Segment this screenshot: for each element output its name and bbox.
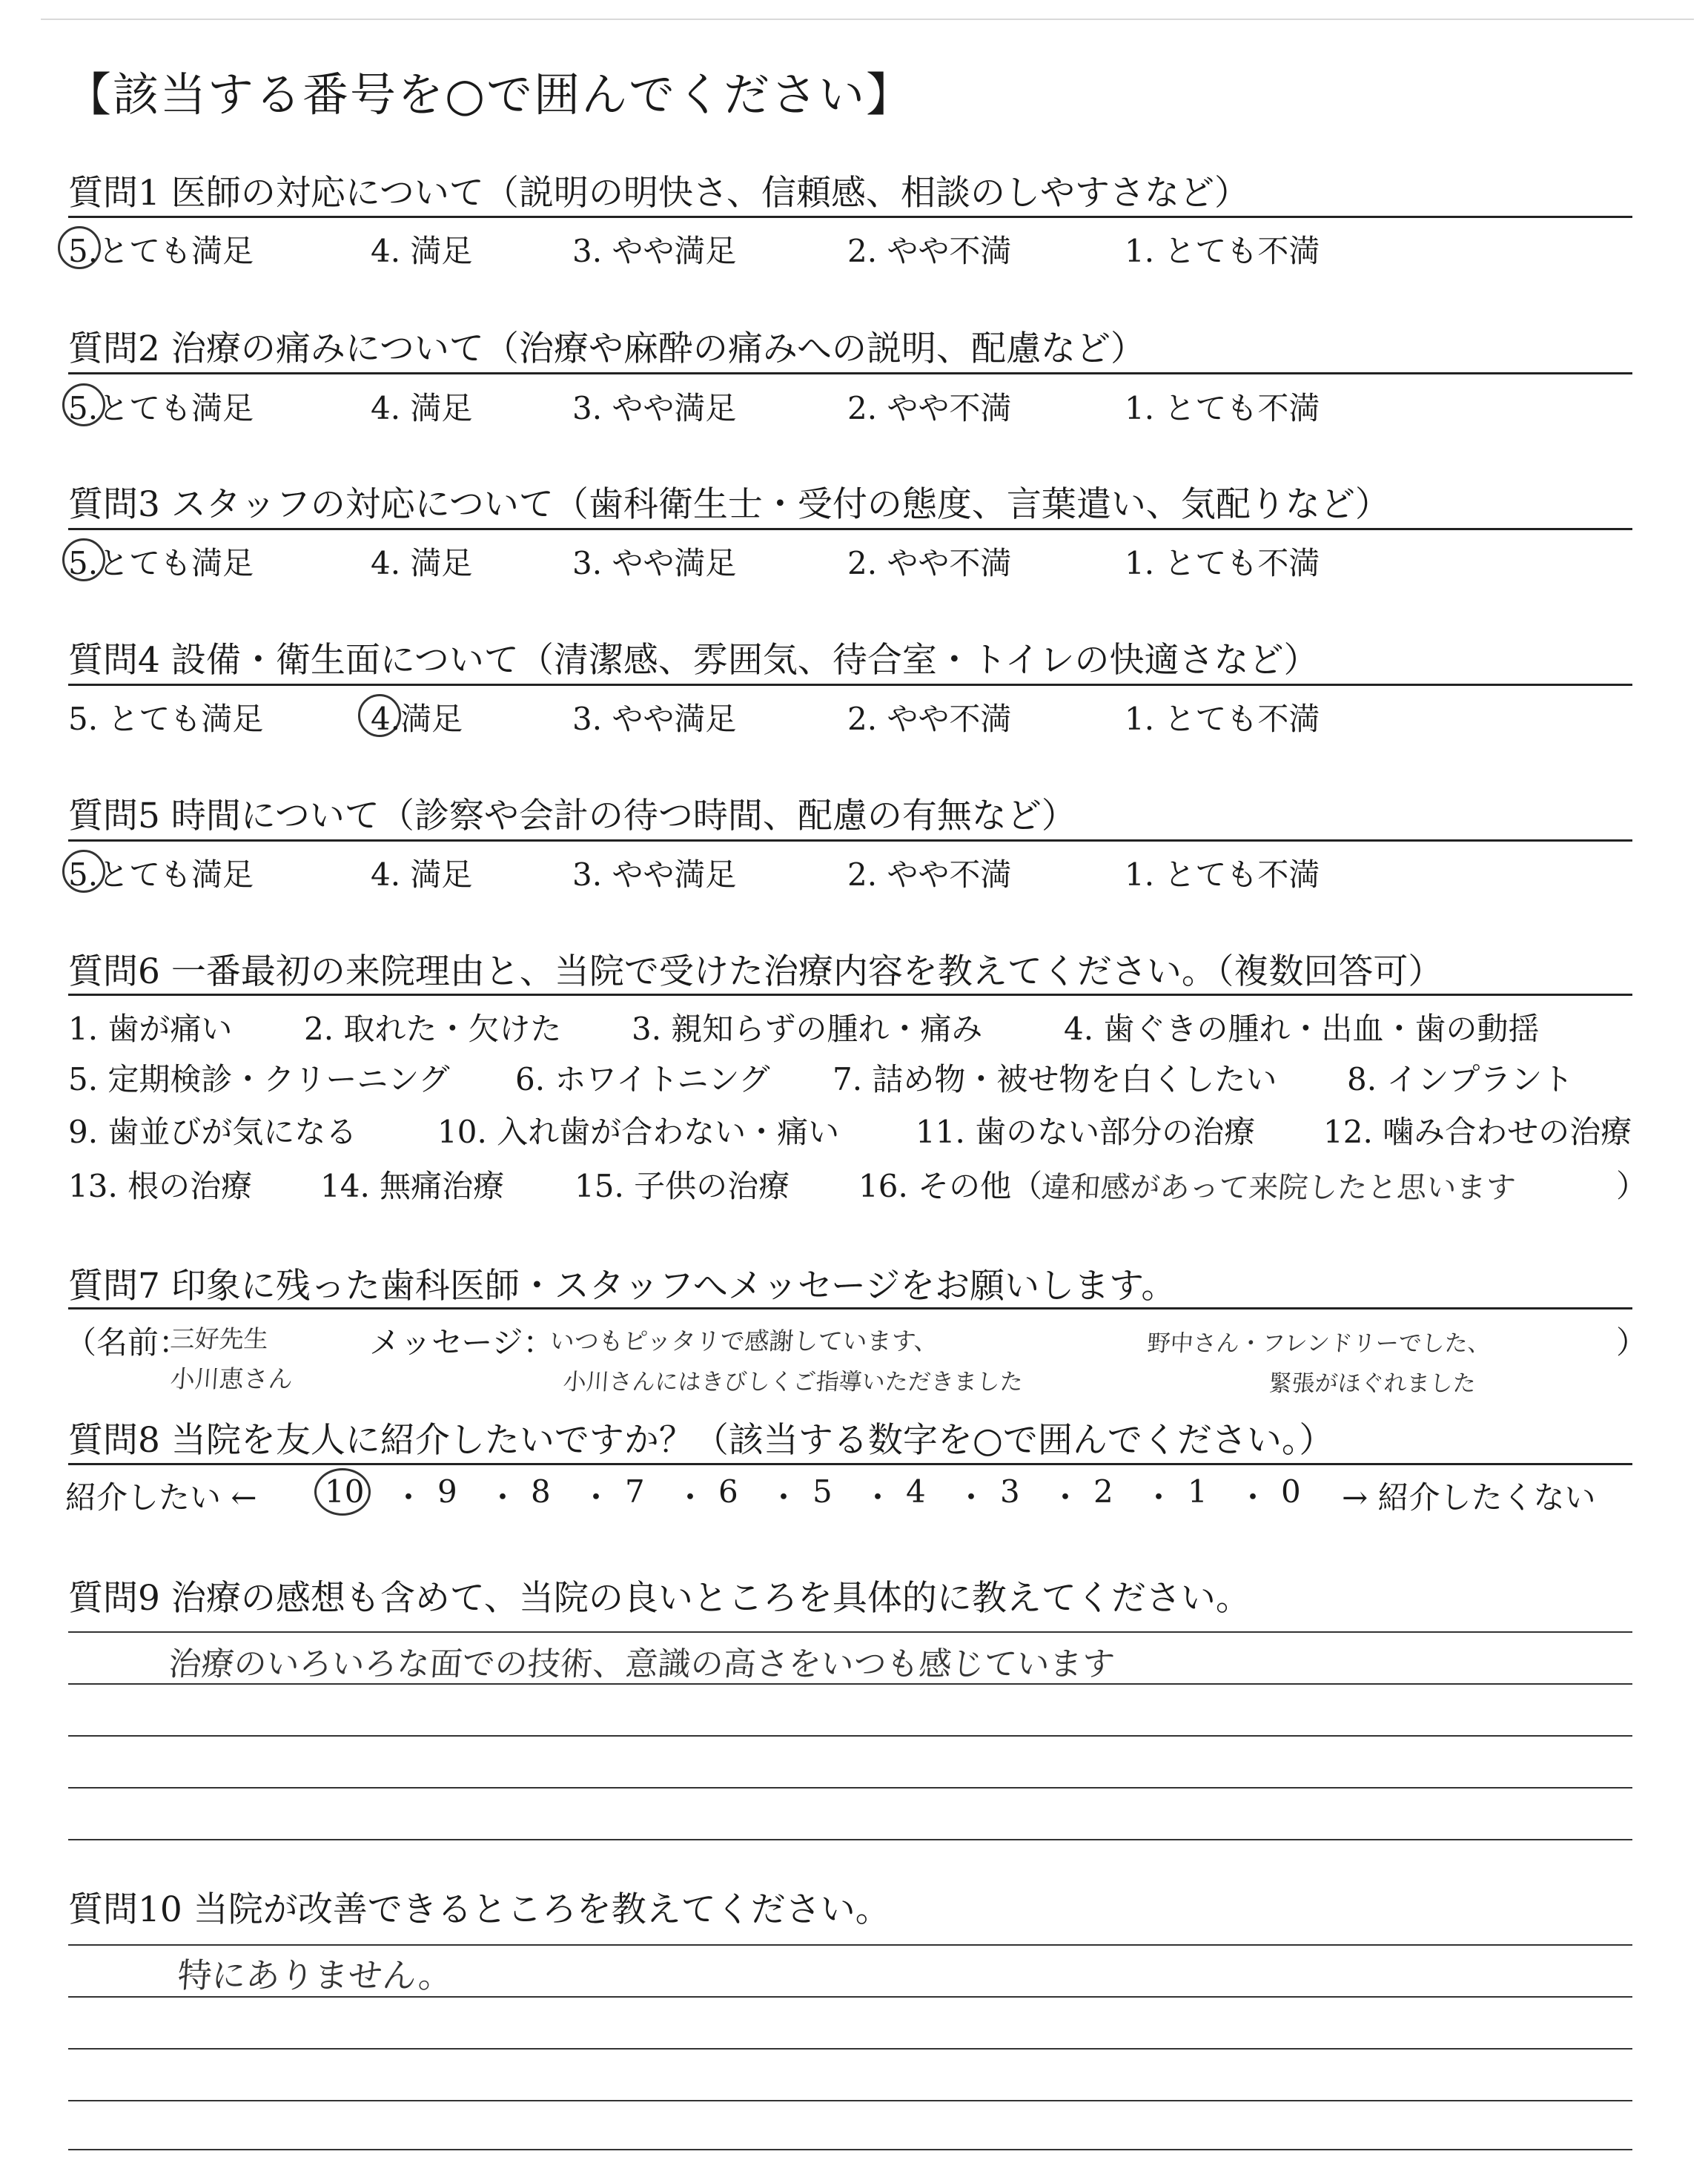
q8-scale-2[interactable]: 2 (1093, 1473, 1113, 1510)
q1-label: 質問1 医師の対応について（説明の明快さ、信頼感、相談のしやすさなど） (68, 173, 1250, 214)
q8-scale-sep: ・ (768, 1479, 800, 1516)
q8-scale-1[interactable]: 1 (1188, 1473, 1208, 1510)
q6-item-6[interactable]: 6. ホワイトニング (515, 1061, 770, 1097)
q9-line-3 (68, 1735, 1632, 1737)
q2-option-5[interactable]: 5.とても満足 (68, 390, 254, 426)
q6-item-10[interactable]: 10. 入れ歯が合わない・痛い (437, 1114, 840, 1150)
q6-item-5[interactable]: 5. 定期検診・クリーニング (68, 1061, 450, 1097)
q8-scale-sep: ・ (675, 1479, 706, 1516)
q4-option-1[interactable]: 1. とても不満 (1125, 701, 1320, 737)
q2-option-3[interactable]: 3. やや満足 (572, 390, 737, 426)
q3-rule (68, 528, 1632, 530)
q8-scale-7[interactable]: 7 (625, 1473, 645, 1510)
q6-rule (68, 994, 1632, 996)
q4-option-2[interactable]: 2. やや不満 (847, 701, 1012, 737)
q5-option-5[interactable]: 5.とても満足 (68, 856, 254, 893)
q10-line-4 (68, 2100, 1632, 2101)
q8-scale-4[interactable]: 4 (906, 1473, 926, 1510)
q2-rule (68, 372, 1632, 374)
q6-item-13[interactable]: 13. 根の治療 (68, 1168, 253, 1204)
q7-message-line-2[interactable]: 小川さんにはきびしくご指導いただきました (562, 1369, 1025, 1396)
q5-option-3[interactable]: 3. やや満足 (572, 856, 737, 893)
q8-scale-sep: ・ (956, 1479, 987, 1516)
q3-option-4[interactable]: 4. 満足 (371, 545, 473, 581)
q8-scale-sep: ・ (1237, 1479, 1269, 1516)
q3-option-3[interactable]: 3. やや満足 (572, 545, 737, 581)
q1-option-4[interactable]: 4. 満足 (371, 233, 473, 269)
q5-rule (68, 839, 1632, 842)
q7-message-label: メッセージ： (369, 1324, 555, 1361)
q8-scale-sep: ・ (862, 1479, 894, 1516)
q10-line-2 (68, 1996, 1632, 1998)
q3-option-1[interactable]: 1. とても不満 (1125, 545, 1320, 581)
q8-scale-6[interactable]: 6 (718, 1473, 738, 1510)
q7-message-right-1[interactable]: 野中さん・フレンドリーでした、 (1146, 1330, 1492, 1357)
q6-item-1[interactable]: 1. 歯が痛い (68, 1011, 233, 1047)
q8-scale-5[interactable]: 5 (812, 1473, 833, 1510)
q4-option-3[interactable]: 3. やや満足 (572, 701, 737, 737)
q7-message-right-2[interactable]: 緊張がほぐれました (1268, 1370, 1477, 1397)
q2-option-4[interactable]: 4. 満足 (371, 390, 473, 426)
q3-option-2[interactable]: 2. やや不満 (847, 545, 1012, 581)
q5-option-1[interactable]: 1. とても不満 (1125, 856, 1320, 893)
q4-label: 質問4 設備・衛生面について（清潔感、雰囲気、待合室・トイレの快適さなど） (68, 640, 1319, 681)
q6-item-11[interactable]: 11. 歯のない部分の治療 (916, 1114, 1256, 1150)
q9-line-4 (68, 1787, 1632, 1789)
q8-scale-sep: ・ (487, 1479, 519, 1516)
page-title: 【該当する番号を○で囲んでください】 (65, 67, 914, 122)
q1-option-3[interactable]: 3. やや満足 (572, 233, 737, 269)
q3-option-5[interactable]: 5.とても満足 (68, 545, 254, 581)
q8-left-label: 紹介したい ← (65, 1479, 257, 1516)
q2-label: 質問2 治療の痛みについて（治療や麻酔の痛みへの説明、配慮など） (68, 328, 1145, 369)
q6-item-14[interactable]: 14. 無痛治療 (320, 1168, 505, 1204)
q5-option-2[interactable]: 2. やや不満 (847, 856, 1012, 893)
q10-answer[interactable]: 特にありません。 (176, 1955, 454, 1995)
q8-scale-8[interactable]: 8 (531, 1473, 551, 1510)
q8-scale-sep: ・ (1050, 1479, 1082, 1516)
q1-option-5[interactable]: 5.とても満足 (68, 233, 254, 269)
q8-scale-10[interactable]: 10 (325, 1473, 365, 1510)
q9-label: 質問9 治療の感想も含めて、当院の良いところを具体的に教えてください。 (68, 1578, 1251, 1619)
q10-line-3 (68, 2048, 1632, 2050)
q10-line-5 (68, 2149, 1632, 2150)
q9-line-1 (68, 1631, 1632, 1633)
q8-scale-9[interactable]: 9 (437, 1473, 457, 1510)
q8-scale-sep: ・ (1143, 1479, 1175, 1516)
q8-label: 質問8 当院を友人に紹介したいですか？（該当する数字を○で囲んでください。） (68, 1420, 1334, 1461)
q6-label: 質問6 一番最初の来院理由と、当院で受けた治療内容を教えてください。（複数回答可） (68, 951, 1443, 992)
q7-close: ） (1616, 1324, 1648, 1361)
q9-answer[interactable]: 治療のいろいろな面での技術、意識の高さをいつも感じています (167, 1645, 1116, 1683)
q7-message-line-1[interactable]: いつもピッタリで感謝しています、 (549, 1327, 940, 1355)
q1-rule (68, 216, 1632, 218)
q1-option-2[interactable]: 2. やや不満 (847, 233, 1012, 269)
q8-scale-sep: ・ (580, 1479, 612, 1516)
top-rule (41, 19, 1694, 20)
q6-item-4[interactable]: 4. 歯ぐきの腫れ・出血・歯の動揺 (1064, 1011, 1540, 1047)
q6-item-2[interactable]: 2. 取れた・欠けた (304, 1011, 562, 1047)
q7-label: 質問7 印象に残った歯科医師・スタッフへメッセージをお願いします。 (68, 1266, 1176, 1307)
q8-scale-3[interactable]: 3 (1000, 1473, 1020, 1510)
q1-option-1[interactable]: 1. とても不満 (1125, 233, 1320, 269)
q2-option-1[interactable]: 1. とても不満 (1125, 390, 1320, 426)
q6-item-8[interactable]: 8. インプラント (1347, 1061, 1574, 1097)
q6-item-15[interactable]: 15. 子供の治療 (575, 1168, 790, 1204)
q7-name-2[interactable]: 小川恵さん (169, 1364, 294, 1393)
q9-line-5 (68, 1839, 1632, 1840)
q4-rule (68, 684, 1632, 686)
q10-line-1 (68, 1944, 1632, 1946)
q8-scale-0[interactable]: 0 (1281, 1473, 1301, 1510)
q7-name-1[interactable]: 三好先生 (169, 1324, 270, 1353)
q5-option-4[interactable]: 4. 満足 (371, 856, 473, 893)
q6-item-12[interactable]: 12. 噛み合わせの治療 (1323, 1114, 1632, 1150)
q6-other-close: ） (1616, 1168, 1648, 1204)
q8-rule (68, 1463, 1632, 1465)
q10-label: 質問10 当院が改善できるところを教えてください。 (68, 1889, 890, 1930)
q6-item-16[interactable]: 16. その他（ (858, 1168, 1043, 1204)
q3-label: 質問3 スタッフの対応について（歯科衛生士・受付の態度、言葉遣い、気配りなど） (68, 484, 1390, 525)
q4-option-4[interactable]: 4.満足 (371, 701, 463, 737)
q6-other-handwritten[interactable]: 違和感があって来院したと思います (1040, 1171, 1517, 1205)
q7-rule (68, 1307, 1632, 1309)
q9-line-2 (68, 1683, 1632, 1685)
q2-option-2[interactable]: 2. やや不満 (847, 390, 1012, 426)
q5-label: 質問5 時間について（診察や会計の待つ時間、配慮の有無など） (68, 796, 1076, 836)
q6-item-3[interactable]: 3. 親知らずの腫れ・痛み (632, 1011, 983, 1047)
q6-item-7[interactable]: 7. 詰め物・被せ物を白くしたい (833, 1061, 1277, 1097)
q4-option-5[interactable]: 5. とても満足 (68, 701, 264, 737)
q7-name-label: （名前： (65, 1324, 191, 1361)
q8-right-label: → 紹介したくない (1342, 1479, 1596, 1516)
q6-item-9[interactable]: 9. 歯並びが気になる (68, 1114, 357, 1150)
q8-scale-sep: ・ (393, 1479, 425, 1516)
